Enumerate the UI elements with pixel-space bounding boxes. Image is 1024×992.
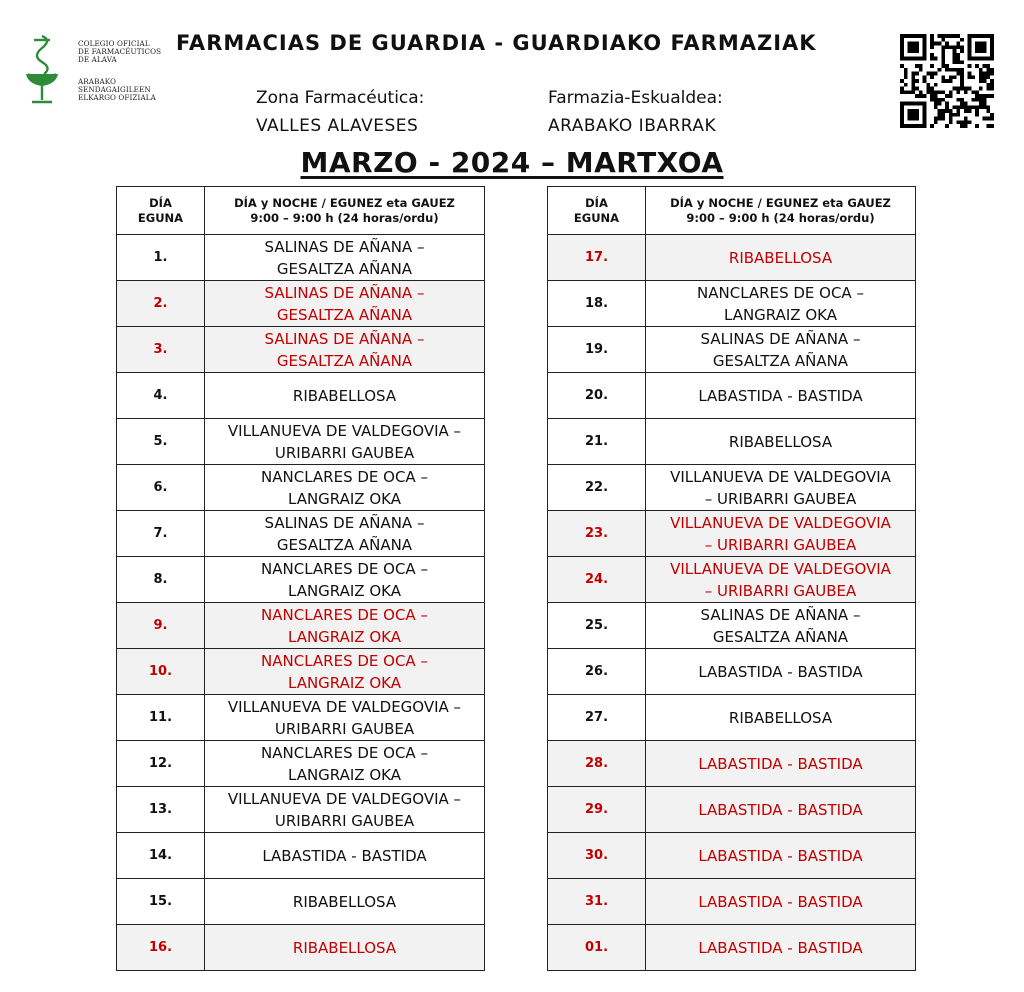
- table-row: [548, 281, 916, 327]
- pharmacy-cell: [205, 465, 485, 511]
- pharmacy-cell: [205, 833, 485, 879]
- table-row: [548, 235, 916, 281]
- pharmacy-line: NANCLARES DE OCA –: [261, 651, 428, 670]
- table-row: [548, 603, 916, 649]
- day-cell: 24.: [548, 557, 646, 603]
- pharmacy-line: LABASTIDA - BASTIDA: [698, 386, 863, 405]
- day-cell: 29.: [548, 787, 646, 833]
- pharmacy-line: NANCLARES DE OCA –: [697, 283, 864, 302]
- pharmacy-cell: [205, 603, 485, 649]
- pharmacy-line: LANGRAIZ OKA: [288, 765, 401, 784]
- table-row: [548, 373, 916, 419]
- pharmacy-line: URIBARRI GAUBEA: [274, 443, 415, 462]
- pharmacy-cell: [205, 327, 485, 373]
- pharmacy-line: GESALTZA AÑANA: [276, 351, 413, 370]
- day-column-header: DÍA EGUNA: [548, 187, 646, 235]
- pharmacy-line: URIBARRI GAUBEA: [274, 719, 415, 738]
- pharmacy-cell: [646, 649, 916, 695]
- pharmacy-line: VILLANUEVA DE VALDEGOVIA –: [227, 697, 462, 716]
- pharmacy-line: SALINAS DE AÑANA –: [264, 283, 425, 302]
- pharmacy-cell: [646, 833, 916, 879]
- schedule-table-left: [116, 186, 485, 971]
- pharmacy-line: NANCLARES DE OCA –: [261, 559, 428, 578]
- table-row: [117, 833, 485, 879]
- pharmacy-line: – URIBARRI GAUBEA: [704, 581, 857, 600]
- day-cell: 3.: [117, 327, 205, 373]
- day-cell: 11.: [117, 695, 205, 741]
- pharmacy-line: VILLANUEVA DE VALDEGOVIA: [670, 559, 891, 578]
- table-row: [548, 925, 916, 971]
- pharmacy-line: RIBABELLOSA: [292, 386, 397, 405]
- pharmacy-line: RIBABELLOSA: [292, 892, 397, 911]
- shift-column-header: DÍA y NOCHE / EGUNEZ eta GAUEZ 9:00 – 9:00 h (24 horas/ordu): [205, 187, 485, 235]
- table-row: [117, 327, 485, 373]
- pharmacy-cell: [646, 327, 916, 373]
- table-row: [117, 649, 485, 695]
- table-row: [548, 741, 916, 787]
- pharmacy-line: RIBABELLOSA: [728, 708, 833, 727]
- pharmacy-line: GESALTZA AÑANA: [276, 259, 413, 278]
- day-cell: 16.: [117, 925, 205, 971]
- qr-code-icon[interactable]: [900, 34, 994, 128]
- pharmacy-line: LANGRAIZ OKA: [288, 673, 401, 692]
- pharmacy-line: LABASTIDA - BASTIDA: [698, 892, 863, 911]
- pharmacy-line: LANGRAIZ OKA: [288, 489, 401, 508]
- pharmacy-line: VILLANUEVA DE VALDEGOVIA: [670, 467, 891, 486]
- logo-text-line: DE ALAVA: [78, 55, 117, 64]
- day-column-header: DÍA EGUNA: [117, 187, 205, 235]
- day-cell: 2.: [117, 281, 205, 327]
- pharmacy-cell: [205, 695, 485, 741]
- college-logo: [22, 30, 192, 110]
- pharmacy-cell: [205, 879, 485, 925]
- day-cell: 1.: [117, 235, 205, 281]
- day-cell: 14.: [117, 833, 205, 879]
- pharmacy-line: SALINAS DE AÑANA –: [700, 605, 861, 624]
- table-row: [548, 695, 916, 741]
- logo-text-line: DE FARMACÉUTICOS: [78, 47, 162, 56]
- day-cell: 30.: [548, 833, 646, 879]
- table-row: [548, 833, 916, 879]
- pharmacy-line: LABASTIDA - BASTIDA: [698, 754, 863, 773]
- month-heading-text: MARZO - 2024 – MARTXOA: [300, 146, 724, 179]
- day-cell: 9.: [117, 603, 205, 649]
- pharmacy-line: NANCLARES DE OCA –: [261, 743, 428, 762]
- logo-text-line: ARABAKO: [78, 77, 117, 86]
- day-cell: 13.: [117, 787, 205, 833]
- pharmacy-line: GESALTZA AÑANA: [712, 351, 849, 370]
- pharmacy-line: LANGRAIZ OKA: [288, 627, 401, 646]
- pharmacy-cell: [205, 925, 485, 971]
- table-row: [117, 511, 485, 557]
- pharmacy-line: – URIBARRI GAUBEA: [704, 489, 857, 508]
- pharmacy-line: GESALTZA AÑANA: [712, 627, 849, 646]
- pharmacy-line: VILLANUEVA DE VALDEGOVIA –: [227, 789, 462, 808]
- pharmacy-line: – URIBARRI GAUBEA: [704, 535, 857, 554]
- logo-text-line: ELKARGO OFIZIALA: [78, 93, 156, 102]
- zone-label-es: Zona Farmacéutica:: [256, 88, 425, 108]
- day-cell: 12.: [117, 741, 205, 787]
- table-row: [117, 695, 485, 741]
- day-cell: 17.: [548, 235, 646, 281]
- table-row: [117, 281, 485, 327]
- day-cell: 25.: [548, 603, 646, 649]
- table-row: [117, 373, 485, 419]
- pharmacy-line: URIBARRI GAUBEA: [274, 811, 415, 830]
- pharmacy-cell: [646, 787, 916, 833]
- day-cell: 27.: [548, 695, 646, 741]
- table-row: [548, 787, 916, 833]
- pharmacy-cell: [646, 465, 916, 511]
- pharmacy-line: RIBABELLOSA: [292, 938, 397, 957]
- day-cell: 20.: [548, 373, 646, 419]
- pharmacy-cell: [205, 741, 485, 787]
- table-row: [117, 879, 485, 925]
- pharmacy-cell: [646, 925, 916, 971]
- day-cell: 26.: [548, 649, 646, 695]
- pharmacy-cell: [646, 511, 916, 557]
- pharmacy-cell: [646, 235, 916, 281]
- day-cell: 10.: [117, 649, 205, 695]
- day-cell: 22.: [548, 465, 646, 511]
- day-cell: 18.: [548, 281, 646, 327]
- table-row: [117, 419, 485, 465]
- table-row: [548, 557, 916, 603]
- pharmacy-line: LABASTIDA - BASTIDA: [698, 662, 863, 681]
- table-row: [117, 235, 485, 281]
- table-row: [117, 465, 485, 511]
- schedule-table-right: [547, 186, 916, 971]
- pharmacy-cell: [205, 235, 485, 281]
- table-row: [548, 465, 916, 511]
- pharmacy-line: RIBABELLOSA: [728, 432, 833, 451]
- table-row: [117, 741, 485, 787]
- pharmacy-line: LABASTIDA - BASTIDA: [698, 800, 863, 819]
- pharmacy-cell: [646, 695, 916, 741]
- pharmacy-line: GESALTZA AÑANA: [276, 305, 413, 324]
- page-title: FARMACIAS DE GUARDIA - GUARDIAKO FARMAZIAK: [176, 31, 817, 55]
- pharmacy-line: LABASTIDA - BASTIDA: [698, 938, 863, 957]
- pharmacy-cell: [646, 603, 916, 649]
- pharmacy-line: SALINAS DE AÑANA –: [700, 329, 861, 348]
- pharmacy-cell: [205, 557, 485, 603]
- table-row: [548, 879, 916, 925]
- pharmacy-line: LANGRAIZ OKA: [288, 581, 401, 600]
- table-row: [548, 419, 916, 465]
- pharmacy-cell: [205, 787, 485, 833]
- pharmacy-line: VILLANUEVA DE VALDEGOVIA: [670, 513, 891, 532]
- table-row: [548, 511, 916, 557]
- pharmacy-line: VILLANUEVA DE VALDEGOVIA –: [227, 421, 462, 440]
- day-cell: 01.: [548, 925, 646, 971]
- day-cell: 7.: [117, 511, 205, 557]
- pharmacy-line: NANCLARES DE OCA –: [261, 467, 428, 486]
- pharmacy-cell: [646, 557, 916, 603]
- pharmacy-line: SALINAS DE AÑANA –: [264, 329, 425, 348]
- pharmacy-line: LANGRAIZ OKA: [724, 305, 837, 324]
- day-cell: 21.: [548, 419, 646, 465]
- pharmacy-line: RIBABELLOSA: [728, 248, 833, 267]
- table-row: [117, 925, 485, 971]
- table-row: [117, 603, 485, 649]
- table-row: [548, 327, 916, 373]
- pharmacy-cell: [646, 741, 916, 787]
- day-cell: 5.: [117, 419, 205, 465]
- zone-name-eu: ARABAKO IBARRAK: [548, 116, 717, 136]
- zone-name-es: VALLES ALAVESES: [256, 116, 419, 136]
- month-heading: [0, 146, 1024, 179]
- logo-text-line: COLEGIO OFICIAL: [78, 39, 150, 48]
- table-row: [548, 649, 916, 695]
- table-row: [117, 557, 485, 603]
- pharmacy-cell: [205, 419, 485, 465]
- pharmacy-cell: [205, 281, 485, 327]
- zone-label-eu: Farmazia-Eskualdea:: [548, 88, 723, 108]
- pharmacy-cup-icon: [22, 30, 62, 112]
- day-cell: 28.: [548, 741, 646, 787]
- pharmacy-cell: [205, 511, 485, 557]
- pharmacy-line: SALINAS DE AÑANA –: [264, 513, 425, 532]
- day-cell: 8.: [117, 557, 205, 603]
- pharmacy-line: GESALTZA AÑANA: [276, 535, 413, 554]
- pharmacy-cell: [646, 281, 916, 327]
- table-row: [117, 787, 485, 833]
- day-cell: 4.: [117, 373, 205, 419]
- pharmacy-line: SALINAS DE AÑANA –: [264, 237, 425, 256]
- pharmacy-cell: [646, 879, 916, 925]
- day-cell: 19.: [548, 327, 646, 373]
- shift-column-header: DÍA y NOCHE / EGUNEZ eta GAUEZ 9:00 – 9:00 h (24 horas/ordu): [646, 187, 916, 235]
- day-cell: 23.: [548, 511, 646, 557]
- day-cell: 31.: [548, 879, 646, 925]
- pharmacy-line: LABASTIDA - BASTIDA: [698, 846, 863, 865]
- pharmacy-cell: [205, 373, 485, 419]
- logo-text-line: SENDAGAIGILEEN: [78, 85, 151, 94]
- pharmacy-cell: [646, 373, 916, 419]
- pharmacy-cell: [205, 649, 485, 695]
- pharmacy-line: NANCLARES DE OCA –: [261, 605, 428, 624]
- day-cell: 6.: [117, 465, 205, 511]
- pharmacy-line: LABASTIDA - BASTIDA: [262, 846, 427, 865]
- pharmacy-cell: [646, 419, 916, 465]
- day-cell: 15.: [117, 879, 205, 925]
